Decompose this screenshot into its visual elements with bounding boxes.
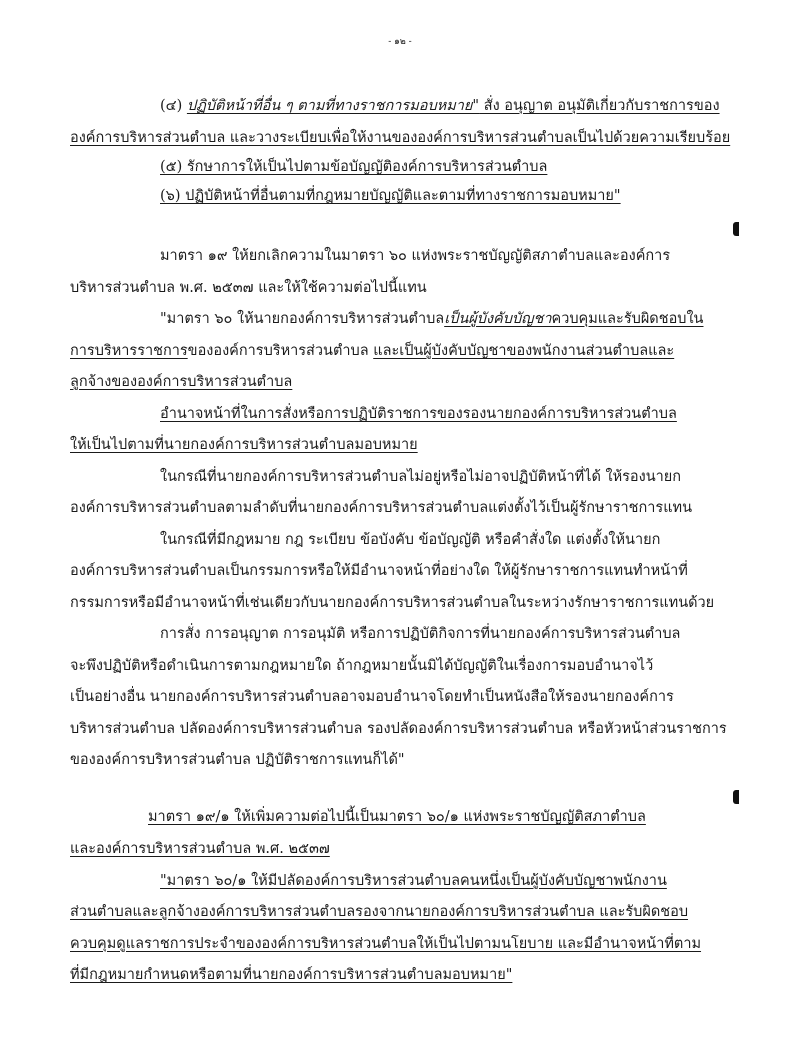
item-5: (๕) รักษาการให้เป็นไปตามข้อบัญญัติองค์การบริหารส่วนตำบล [160,159,548,175]
item-4-line1 [160,96,720,117]
para2-line2: ให้เป็นไปตามที่นายกองค์การบริหารส่วนตำบลมอบหมาย [70,437,418,453]
page-number: - ๑๒ - [388,37,412,47]
section-19-1-line1: มาตรา ๑๙/๑ ให้เพิ่มความต่อไปนี้เป็นมาตรา ๖๐/๑ แห่งพระราชบัญญัติสภาตำบล [148,809,646,825]
section-19-intro-line1: มาตรา ๑๙ ให้ยกเลิกความในมาตรา ๖๐ แห่งพระราชบัญญัติสภาตำบลและองค์การ [160,248,671,264]
section-60-1-line2: ส่วนตำบลและลูกจ้างองค์การบริหารส่วนตำบลรองจากนายกองค์การบริหารส่วนตำบล และรับผิดชอบ [70,904,689,920]
para4-line1: ในกรณีที่มีกฎหมาย กฎ ระเบียบ ข้อบังคับ ข้อบัญญัติ หรือคำสั่งใด แต่งตั้งให้นายก [160,532,661,548]
item-4-handwritten-insert: ปฏิบัติหน้าที่อื่น ๆ ตามที่ทางราชการมอบหมาย" [186,98,480,114]
section-60-text-a: "มาตรา ๖๐ ให้นายกองค์การบริหารส่วนตำบล [160,311,445,327]
item-4-number: (๔) [160,98,187,114]
item-4-text: สั่ง อนุญาต อนุมัติเกี่ยวกับราชการของ [479,98,720,114]
margin-mark [733,222,739,236]
section-19-intro-line2: บริหารส่วนตำบล พ.ศ. ๒๕๓๗ และให้ใช้ความต่อไปนี้แทน [70,280,427,296]
section-60-1-line1: "มาตรา ๖๐/๑ ให้มีปลัดองค์การบริหารส่วนตำบลคนหนึ่งเป็นผู้บังคับบัญชาพนักงาน [160,873,667,889]
para5-line3: เป็นอย่างอื่น นายกองค์การบริหารส่วนตำบลอาจมอบอำนาจโดยทำเป็นหนังสือให้รองนายกองค์การ [70,689,674,705]
section-60-line2-b: ขององค์การบริหารส่วนตำบล [187,343,374,359]
section-60-line2 [70,341,674,362]
para4-line2: องค์การบริหารส่วนตำบลเป็นกรรมการหรือให้มีอำนาจหน้าที่อย่างใด ให้ผู้รักษาราชการแทนทำหน้าที่ [70,563,688,579]
para5-line2: จะพึงปฏิบัติหรือดำเนินการตามกฎหมายใด ถ้ากฎหมายนั้นมิได้บัญญัติในเรื่องการมอบอำนาจไว้ [70,658,654,674]
section-19-1-line2: และองค์การบริหารส่วนตำบล พ.ศ. ๒๕๓๗ [70,841,330,857]
section-60-handwritten-insert: เป็นผู้บังคับบัญชา [444,311,552,327]
section-60-1-line3: ควบคุมดูแลราชการประจำขององค์การบริหารส่วนตำบลให้เป็นไปตามนโยบาย และมีอำนาจหน้าที่ตาม [70,936,702,952]
para5-line1: การสั่ง การอนุญาต การอนุมัติ หรือการปฏิบัติกิจการที่นายกองค์การบริหารส่วนตำบล [160,626,681,642]
para4-line3: กรรมการหรือมีอำนาจหน้าที่เช่นเดียวกับนายกองค์การบริหารส่วนตำบลในระหว่างรักษาราชการแทนด้วย [70,595,715,611]
margin-mark [733,790,739,804]
para3-line1: ในกรณีที่นายกองค์การบริหารส่วนตำบลไม่อยู่หรือไม่อาจปฏิบัติหน้าที่ได้ ให้รองนายก [160,469,682,485]
item-6: (๖) ปฏิบัติหน้าที่อื่นตามที่กฎหมายบัญญัติและตามที่ทางราชการมอบหมาย" [160,188,621,204]
section-60-line2-a: การบริหารราชการ [70,343,188,359]
para3-line2: องค์การบริหารส่วนตำบลตามลำดับที่นายกองค์การบริหารส่วนตำบลแต่งตั้งไว้เป็นผู้รักษาราชการแทน [70,500,693,516]
section-60-line3: ลูกจ้างขององค์การบริหารส่วนตำบล [70,374,293,390]
item-4-line2: องค์การบริหารส่วนตำบล และวางระเบียบเพื่อให้งานขององค์การบริหารส่วนตำบลเป็นไปด้วยความเรียบร้อย [70,130,731,146]
section-60-line2-c: และเป็นผู้บังคับบัญชาของพนักงานส่วนตำบลและ [373,343,675,359]
para5-line5: ขององค์การบริหารส่วนตำบล ปฏิบัติราชการแทนก็ได้" [70,752,405,768]
para2-line1: อำนาจหน้าที่ในการสั่งหรือการปฏิบัติราชการของรองนายกองค์การบริหารส่วนตำบล [160,406,677,422]
para5-line4: บริหารส่วนตำบล ปลัดองค์การบริหารส่วนตำบล รองปลัดองค์การบริหารส่วนตำบล หรือหัวหน้าส่วนราชการ [70,721,727,737]
section-60-line1 [160,309,703,330]
section-60-1-line4: ที่มีกฎหมายกำหนดหรือตามที่นายกองค์การบริหารส่วนตำบลมอบหมาย" [70,967,513,983]
section-60-text-c: ควบคุมและรับผิดชอบใน [551,311,704,327]
